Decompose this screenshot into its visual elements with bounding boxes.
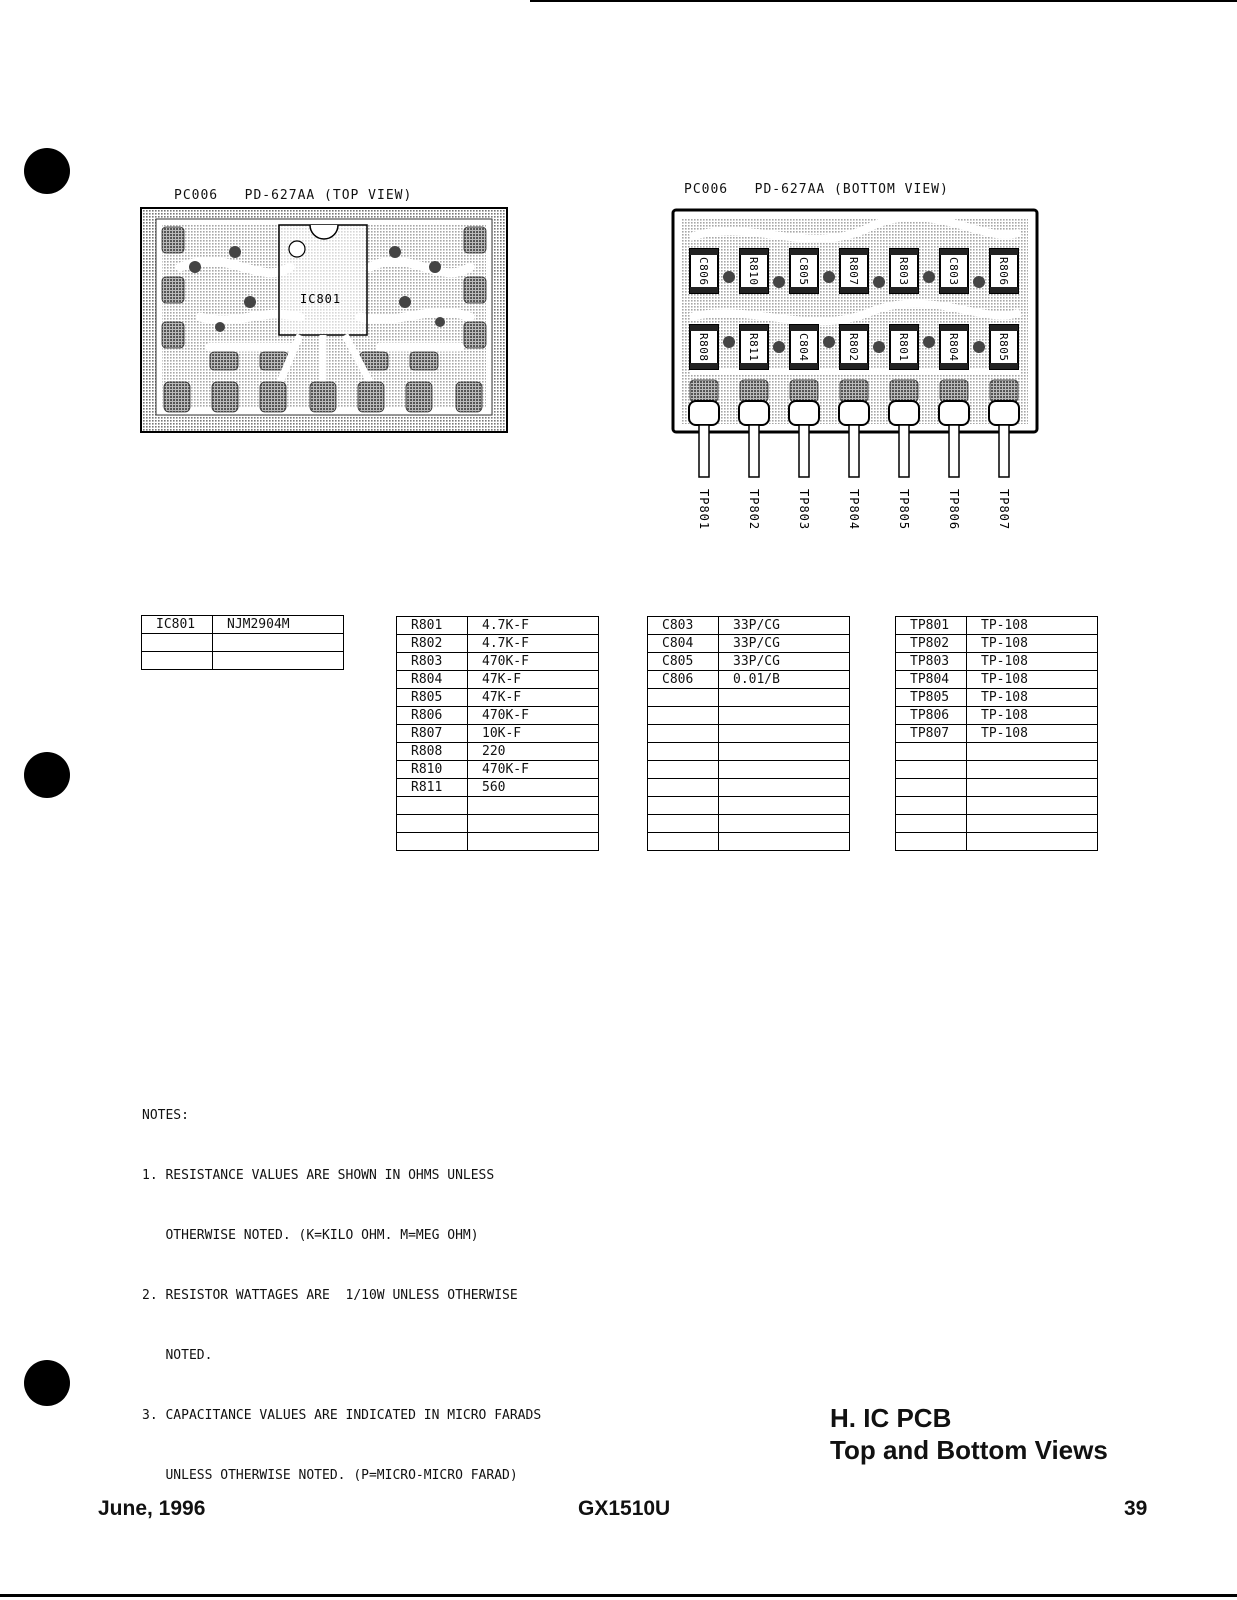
note-line: UNLESS OTHERWISE NOTED. (P=MICRO-MICRO FARAD) (142, 1468, 518, 1483)
component-pad (840, 249, 868, 255)
resistor-value-cell (468, 797, 599, 815)
capacitor-row (648, 689, 850, 707)
footer-date: June, 1996 (98, 1497, 206, 1520)
resistor-value-cell (468, 815, 599, 833)
resistor-row (397, 689, 599, 707)
test-point-lead (949, 425, 959, 477)
capacitor-ref-cell (648, 779, 719, 797)
capacitor-row (648, 833, 850, 851)
component-pad (890, 325, 918, 331)
capacitor-ref-cell (648, 797, 719, 815)
footer-page-number: 39 (1124, 1497, 1148, 1520)
resistor-ref-cell (397, 815, 468, 833)
component-pad (790, 363, 818, 369)
testpoint-row (896, 689, 1098, 707)
via (873, 341, 885, 353)
resistor-ref-cell (397, 833, 468, 851)
resistor-row (397, 797, 599, 815)
via (973, 341, 985, 353)
testpoint-row (896, 833, 1098, 851)
component-pad (890, 287, 918, 293)
test-point-label: TP806 (947, 489, 961, 531)
resistor-value-cell: 10K-F (468, 725, 599, 743)
bottom-view-board (670, 207, 1050, 547)
component-label: R808 (697, 333, 710, 362)
testpoint-ref-cell (896, 797, 967, 815)
binder-hole-middle (24, 752, 70, 798)
component-pad (740, 249, 768, 255)
component-pad (740, 363, 768, 369)
component-label: R804 (947, 333, 960, 362)
capacitor-row (648, 671, 850, 689)
test-point-label: TP807 (997, 489, 1011, 531)
component-pad (840, 363, 868, 369)
component-label: C806 (697, 257, 710, 286)
resistor-value-cell: 47K-F (468, 671, 599, 689)
capacitor-row (648, 797, 850, 815)
capacitor-ref-cell: C803 (648, 617, 719, 635)
testpoint-row (896, 743, 1098, 761)
testpoint-ref-cell (896, 743, 967, 761)
via (873, 276, 885, 288)
resistor-value-cell: 4.7K-F (468, 635, 599, 653)
ic-parts-table (141, 615, 344, 670)
solder-pad (740, 380, 768, 402)
component-label: C805 (797, 257, 810, 286)
testpoint-value-cell: TP-108 (967, 635, 1098, 653)
solder-pad (990, 380, 1018, 402)
via (823, 336, 835, 348)
bottom-rule (0, 1594, 1237, 1597)
resistor-row (397, 815, 599, 833)
pin-pad (739, 401, 769, 425)
capacitor-row (648, 815, 850, 833)
component-pad (690, 287, 718, 293)
resistor-row (397, 635, 599, 653)
component-pad (990, 249, 1018, 255)
pin-pad (989, 401, 1019, 425)
capacitor-row (648, 725, 850, 743)
capacitor-value-cell: 33P/CG (719, 653, 850, 671)
capacitor-row (648, 743, 850, 761)
component-pad (940, 249, 968, 255)
note-line: NOTED. (142, 1348, 213, 1363)
ic-ref-cell (142, 652, 213, 670)
resistor-row (397, 779, 599, 797)
component-pad (840, 325, 868, 331)
capacitor-value-cell (719, 797, 850, 815)
component-pad (940, 287, 968, 293)
resistor-row (397, 761, 599, 779)
resistor-ref-cell: R808 (397, 743, 468, 761)
component-pad (740, 325, 768, 331)
capacitor-value-cell (719, 779, 850, 797)
ic-row (142, 652, 344, 670)
testpoint-row (896, 815, 1098, 833)
test-point-label: TP803 (797, 489, 811, 531)
capacitor-parts-table (647, 616, 850, 851)
top-view-label: PC006 PD-627AA (TOP VIEW) (174, 188, 413, 203)
resistor-value-cell: 4.7K-F (468, 617, 599, 635)
capacitor-row (648, 635, 850, 653)
capacitor-ref-cell: C804 (648, 635, 719, 653)
testpoint-row (896, 707, 1098, 725)
component-pad (690, 249, 718, 255)
test-point-label: TP804 (847, 489, 861, 531)
capacitor-ref-cell (648, 743, 719, 761)
testpoint-value-cell (967, 815, 1098, 833)
via (923, 336, 935, 348)
resistor-ref-cell (397, 797, 468, 815)
resistor-value-cell: 470K-F (468, 653, 599, 671)
capacitor-ref-cell (648, 707, 719, 725)
capacitor-value-cell (719, 815, 850, 833)
section-title (830, 1402, 1108, 1466)
testpoint-ref-cell (896, 761, 967, 779)
capacitor-row (648, 779, 850, 797)
component-pad (690, 363, 718, 369)
resistor-ref-cell: R804 (397, 671, 468, 689)
testpoint-ref-cell: TP806 (896, 707, 967, 725)
testpoint-parts-table (895, 616, 1098, 851)
testpoint-value-cell: TP-108 (967, 653, 1098, 671)
binder-hole-bottom (24, 1360, 70, 1406)
ic801-label: IC801 (300, 292, 342, 306)
test-point-lead (999, 425, 1009, 477)
resistor-row (397, 617, 599, 635)
testpoint-row (896, 617, 1098, 635)
capacitor-row (648, 761, 850, 779)
note-line: 2. RESISTOR WATTAGES ARE 1/10W UNLESS OTHERWISE (142, 1288, 518, 1303)
resistor-parts-table (396, 616, 599, 851)
pin-pad (789, 401, 819, 425)
ic-row (142, 616, 344, 634)
testpoint-ref-cell (896, 833, 967, 851)
test-point-lead (799, 425, 809, 477)
footer-model: GX1510U (578, 1497, 671, 1520)
resistor-row (397, 725, 599, 743)
section-title-line1: H. IC PCB (830, 1403, 952, 1433)
component-pad (790, 249, 818, 255)
pin-pad (689, 401, 719, 425)
component-pad (990, 287, 1018, 293)
capacitor-ref-cell: C805 (648, 653, 719, 671)
testpoint-row (896, 635, 1098, 653)
capacitor-value-cell: 0.01/B (719, 671, 850, 689)
via (823, 271, 835, 283)
solder-pad (690, 380, 718, 402)
note-line: 3. CAPACITANCE VALUES ARE INDICATED IN MICRO FARADS (142, 1408, 542, 1423)
test-point-label: TP802 (747, 489, 761, 531)
resistor-value-cell: 47K-F (468, 689, 599, 707)
via (773, 341, 785, 353)
capacitor-row (648, 617, 850, 635)
solder-pad (940, 380, 968, 402)
component-pad (890, 363, 918, 369)
testpoint-ref-cell: TP805 (896, 689, 967, 707)
note-line: 1. RESISTANCE VALUES ARE SHOWN IN OHMS UNLESS (142, 1168, 495, 1183)
capacitor-row (648, 653, 850, 671)
capacitor-value-cell (719, 833, 850, 851)
section-title-line2: Top and Bottom Views (830, 1435, 1108, 1465)
testpoint-ref-cell: TP803 (896, 653, 967, 671)
testpoint-value-cell: TP-108 (967, 725, 1098, 743)
ic-value-cell (213, 634, 344, 652)
testpoint-ref-cell: TP802 (896, 635, 967, 653)
test-point-label: TP805 (897, 489, 911, 531)
capacitor-value-cell (719, 689, 850, 707)
test-point-label: TP801 (697, 489, 711, 531)
note-line: OTHERWISE NOTED. (K=KILO OHM. M=MEG OHM) (142, 1228, 479, 1243)
resistor-value-cell (468, 833, 599, 851)
component-pad (790, 287, 818, 293)
resistor-row (397, 671, 599, 689)
component-pad (790, 325, 818, 331)
component-pad (890, 249, 918, 255)
capacitor-value-cell (719, 761, 850, 779)
testpoint-value-cell: TP-108 (967, 689, 1098, 707)
testpoint-ref-cell: TP807 (896, 725, 967, 743)
solder-pad (840, 380, 868, 402)
solder-pad (890, 380, 918, 402)
binder-hole-top (24, 148, 70, 194)
capacitor-ref-cell: C806 (648, 671, 719, 689)
bottom-view-label: PC006 PD-627AA (BOTTOM VIEW) (684, 182, 949, 197)
resistor-row (397, 707, 599, 725)
ic-value-cell (213, 652, 344, 670)
testpoint-value-cell (967, 833, 1098, 851)
capacitor-ref-cell (648, 833, 719, 851)
testpoint-value-cell (967, 743, 1098, 761)
via (973, 276, 985, 288)
resistor-value-cell: 560 (468, 779, 599, 797)
testpoint-value-cell (967, 797, 1098, 815)
component-pad (840, 287, 868, 293)
component-pad (940, 325, 968, 331)
component-label: R802 (847, 333, 860, 362)
testpoint-value-cell: TP-108 (967, 707, 1098, 725)
ic-row (142, 634, 344, 652)
testpoint-row (896, 653, 1098, 671)
component-pad (940, 363, 968, 369)
testpoint-row (896, 779, 1098, 797)
testpoint-value-cell: TP-108 (967, 671, 1098, 689)
ic-value-cell: NJM2904M (213, 616, 344, 634)
test-point-lead (899, 425, 909, 477)
pin-pad (839, 401, 869, 425)
top-rule (530, 0, 1237, 2)
component-label: R807 (847, 257, 860, 286)
testpoint-ref-cell: TP804 (896, 671, 967, 689)
via (723, 336, 735, 348)
testpoint-ref-cell (896, 815, 967, 833)
ic-ref-cell (142, 634, 213, 652)
component-label: C804 (797, 333, 810, 362)
pin-pad (889, 401, 919, 425)
test-point-lead (749, 425, 759, 477)
resistor-ref-cell: R807 (397, 725, 468, 743)
component-label: R810 (747, 257, 760, 286)
testpoint-value-cell (967, 761, 1098, 779)
component-pad (690, 325, 718, 331)
via (923, 271, 935, 283)
component-label: C803 (947, 257, 960, 286)
resistor-row (397, 653, 599, 671)
resistor-ref-cell: R802 (397, 635, 468, 653)
resistor-ref-cell: R805 (397, 689, 468, 707)
component-pad (990, 325, 1018, 331)
testpoint-row (896, 725, 1098, 743)
capacitor-ref-cell (648, 725, 719, 743)
testpoint-ref-cell (896, 779, 967, 797)
testpoint-ref-cell: TP801 (896, 617, 967, 635)
notes-block (142, 1066, 541, 1506)
testpoint-value-cell (967, 779, 1098, 797)
ic-ref-cell: IC801 (142, 616, 213, 634)
testpoint-row (896, 761, 1098, 779)
via (723, 271, 735, 283)
test-point-lead (699, 425, 709, 477)
capacitor-ref-cell (648, 689, 719, 707)
capacitor-value-cell: 33P/CG (719, 635, 850, 653)
component-pad (740, 287, 768, 293)
test-point-lead (849, 425, 859, 477)
top-view-board (140, 207, 508, 433)
capacitor-value-cell (719, 743, 850, 761)
component-label: R806 (997, 257, 1010, 286)
capacitor-ref-cell (648, 761, 719, 779)
resistor-ref-cell: R806 (397, 707, 468, 725)
capacitor-value-cell (719, 707, 850, 725)
component-label: R811 (747, 333, 760, 362)
pin-pad (939, 401, 969, 425)
capacitor-value-cell (719, 725, 850, 743)
testpoint-row (896, 797, 1098, 815)
component-label: R803 (897, 257, 910, 286)
via (773, 276, 785, 288)
component-pad (990, 363, 1018, 369)
testpoint-row (896, 671, 1098, 689)
solder-pad (790, 380, 818, 402)
component-label: R801 (897, 333, 910, 362)
resistor-ref-cell: R810 (397, 761, 468, 779)
testpoint-value-cell: TP-108 (967, 617, 1098, 635)
resistor-value-cell: 470K-F (468, 761, 599, 779)
resistor-ref-cell: R801 (397, 617, 468, 635)
capacitor-value-cell: 33P/CG (719, 617, 850, 635)
resistor-value-cell: 470K-F (468, 707, 599, 725)
capacitor-ref-cell (648, 815, 719, 833)
resistor-value-cell: 220 (468, 743, 599, 761)
capacitor-row (648, 707, 850, 725)
resistor-row (397, 833, 599, 851)
component-label: R805 (997, 333, 1010, 362)
resistor-row (397, 743, 599, 761)
resistor-ref-cell: R803 (397, 653, 468, 671)
resistor-ref-cell: R811 (397, 779, 468, 797)
notes-heading: NOTES: (142, 1108, 189, 1123)
